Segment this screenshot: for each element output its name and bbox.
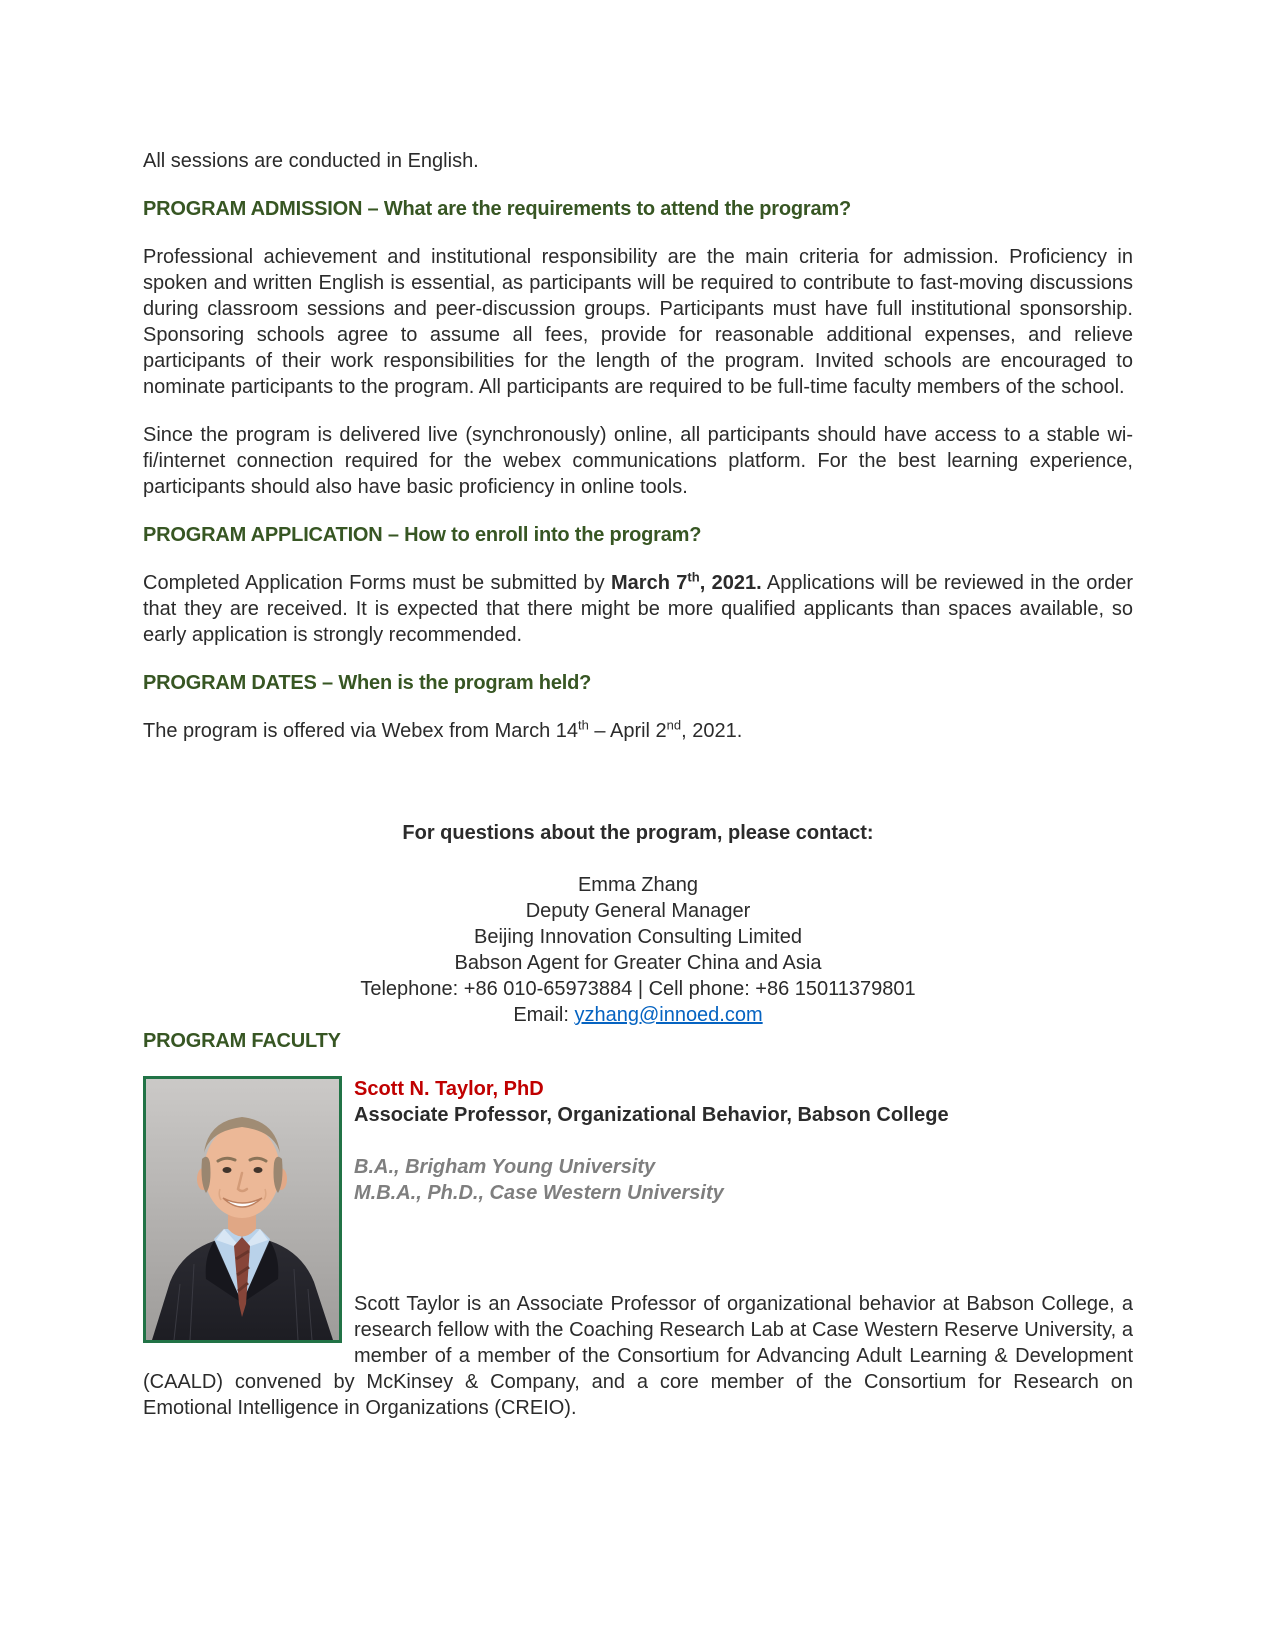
heading-program-admission: PROGRAM ADMISSION – What are the requirements to attend the program? [143, 198, 851, 220]
dates-text-start: The program is offered via Webex from March 14 [143, 720, 578, 742]
faculty-section [143, 1076, 1133, 1421]
contact-agent-line: Babson Agent for Greater China and Asia [454, 952, 822, 974]
contact-email-link[interactable]: yzhang@innoed.com [574, 1004, 763, 1026]
heading-program-dates: PROGRAM DATES – When is the program held? [143, 672, 592, 694]
faculty-credential-1: B.A., Brigham Young University [354, 1156, 656, 1178]
application-deadline-ordinal: th [687, 569, 700, 585]
faculty-photo [143, 1076, 342, 1343]
application-paragraph [143, 570, 1133, 648]
dates-text-end: , 2021. [681, 720, 743, 742]
dates-ordinal-1: th [578, 717, 589, 733]
admission-paragraph-2: Since the program is delivered live (synchronously) online, all participants should have access to a stable wi-fi/internet connection required for the webex communications platform. For the best learning experience, participants should also have basic proficiency in online tools. [143, 424, 1133, 498]
contact-heading: For questions about the program, please contact: [402, 822, 874, 844]
contact-email-label: Email: [513, 1004, 575, 1026]
contact-name: Emma Zhang [577, 874, 699, 896]
application-deadline-date: March 7 [611, 572, 688, 594]
faculty-name: Scott N. Taylor, PhD [354, 1078, 544, 1100]
contact-phones: Telephone: +86 010-65973884 | Cell phone: +86 15011379801 [360, 978, 916, 1000]
application-deadline-year: , 2021. [699, 572, 762, 594]
faculty-headshot-illustration [146, 1079, 339, 1340]
dates-text-mid: – April 2 [588, 720, 667, 742]
dates-paragraph [143, 718, 1133, 744]
contact-email-line [143, 1002, 1133, 1028]
contact-company: Beijing Innovation Consulting Limited [474, 926, 802, 948]
application-text-after-deadline: Applications will be reviewed in the order that they are received. It is expected that there might be more qualified applicants than spaces available, so early application is strongly recommended. [143, 572, 1133, 646]
application-deadline [611, 569, 762, 594]
intro-paragraph: All sessions are conducted in English. [143, 150, 479, 172]
faculty-bio: Scott Taylor is an Associate Professor of organizational behavior at Babson College, a research fellow with the Coaching Research Lab at Case Western Reserve University, a member of a member of the Consortium for Advancing Adult Learning & Development (CAALD) convened by McKinsey & Company, and a core member of the Consortium for Research on Emotional Intelligence in Organizations (CREIO). [143, 1293, 1133, 1419]
application-text-before-deadline: Completed Application Forms must be submitted by [143, 572, 612, 594]
contact-title: Deputy General Manager [525, 900, 751, 922]
faculty-credential-2: M.B.A., Ph.D., Case Western University [354, 1182, 724, 1204]
contact-block [143, 872, 1133, 1028]
heading-program-application: PROGRAM APPLICATION – How to enroll into the program? [143, 524, 702, 546]
faculty-title: Associate Professor, Organizational Behavior, Babson College [354, 1104, 949, 1126]
dates-ordinal-2: nd [666, 717, 682, 733]
admission-paragraph-1: Professional achievement and institutional responsibility are the main criteria for admission. Proficiency in spoken and written English is essential, as participants will be required to contribute to fast-moving discussions during classroom sessions and peer-discussion groups. Participants must have full institutional sponsorship. Sponsoring schools agree to assume all fees, provide for reasonable additional expenses, and relieve participants of their work responsibilities for the length of the program. Invited schools are encouraged to nominate participants to the program. All participants are required to be full-time faculty members of the school. [143, 246, 1133, 398]
heading-program-faculty: PROGRAM FACULTY [143, 1030, 341, 1052]
